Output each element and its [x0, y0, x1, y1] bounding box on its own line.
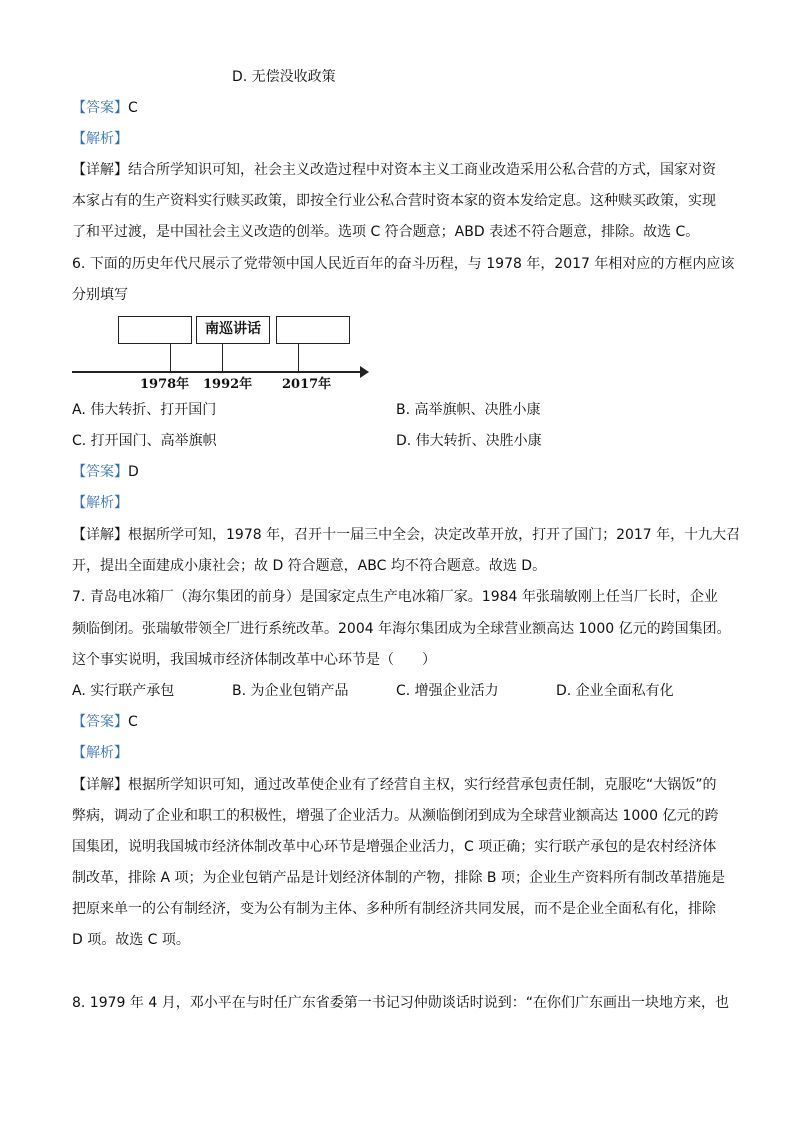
q6-detail-line: 开，提出全面建成小康社会；故 D 符合题意，ABC 均不符合题意。故选 D。	[72, 558, 547, 574]
q5-detail-line: 本家占有的生产资料实行赎买政策，即按全行业公私合营时资本家的资本发给定息。这种赎买政策，实现	[72, 193, 716, 209]
q7-answer: 【答案】C	[72, 714, 138, 730]
q7-detail-line: 制改革，排除 A 项；为企业包销产品是计划经济体制的产物，排除 B 项；企业生产资料所有制改革措施是	[72, 870, 725, 886]
q5-answer: 【答案】C	[72, 100, 138, 116]
timeline-label: 2017年	[282, 377, 332, 392]
q7-detail-line: 【详解】根据所学知识可知，通过改革使企业有了经营自主权，实行经营承包责任制，克服吃“大锅饭”的	[72, 777, 717, 793]
q7-detail-line: D 项。故选 C 项。	[72, 932, 190, 948]
timeline-box-1992: 南巡讲话	[196, 316, 270, 344]
q7-stem-line: 这个事实说明，我国城市经济体制改革中心环节是（ ）	[72, 652, 436, 668]
q7-stem-line: 7. 青岛电冰箱厂（海尔集团的前身）是国家定点生产电冰箱厂家。1984 年张瑞敏刚上任当厂长时，企业	[72, 589, 718, 605]
timeline-tick	[222, 344, 223, 372]
q7-option-c: C. 增强企业活力	[396, 683, 499, 699]
q5-detail-line: 了和平过渡，是中国社会主义改造的创举。选项 C 符合题意；ABD 表述不符合题意，排除。故选 C。	[72, 224, 700, 240]
timeline-box-2017	[276, 316, 350, 344]
timeline-label: 1978年	[140, 377, 190, 392]
q5-detail-line: 【详解】结合所学知识可知，社会主义改造过程中对资本主义工商业改造采用公私合营的方式，国家对资	[72, 162, 716, 178]
timeline-label: 1992年	[203, 377, 253, 392]
timeline-arrow-icon	[360, 366, 369, 378]
q8-stem-line: 8. 1979 年 4 月，邓小平在与时任广东省委第一书记习仲勋谈话时说到：“在你们广东画出一块地方来，也	[72, 995, 729, 1011]
q7-detail-line: 把原来单一的公有制经济，变为公有制为主体、多种所有制经济共同发展，而不是企业全面私有化，排除	[72, 901, 716, 917]
q7-stem-line: 频临倒闭。张瑞敏带领全厂进行系统改革。2004 年海尔集团成为全球营业额高达 1000 亿元的跨国集团。	[72, 621, 731, 637]
q6-stem-line: 分别填写	[72, 287, 128, 303]
q7-analysis-label: 【解析】	[72, 745, 128, 761]
timeline-box-1978	[118, 316, 192, 344]
q7-option-b: B. 为企业包销产品	[232, 683, 349, 699]
q7-detail-line: 国集团，说明我国城市经济体制改革中心环节是增强企业活力，C 项正确；实行联产承包的是农村经济体	[72, 839, 717, 855]
q6-option-d: D. 伟大转折、决胜小康	[396, 433, 542, 449]
q6-detail-line: 【详解】根据所学可知，1978 年，召开十一届三中全会，决定改革开放，打开了国门；2017 年，十九大召	[72, 527, 741, 543]
q6-stem-line: 6. 下面的历史年代尺展示了党带领中国人民近百年的奋斗历程，与 1978 年，2017 年相对应的方框内应该	[72, 256, 735, 272]
timeline-tick	[298, 344, 299, 372]
q6-option-b: B. 高举旗帜、决胜小康	[396, 402, 541, 418]
q6-option-c: C. 打开国门、高举旗帜	[72, 433, 217, 449]
q6-option-a: A. 伟大转折、打开国门	[72, 402, 217, 418]
timeline-tick	[170, 344, 171, 372]
q6-analysis-label: 【解析】	[72, 495, 128, 511]
q6-answer: 【答案】D	[72, 464, 139, 480]
q7-detail-line: 弊病，调动了企业和职工的积极性，增强了企业活力。从濒临倒闭到成为全球营业额高达 1000 亿元的跨	[72, 808, 719, 824]
q5-option-d: D. 无偿没收政策	[232, 69, 336, 85]
q7-option-d: D. 企业全面私有化	[556, 683, 674, 699]
q7-option-a: A. 实行联产承包	[72, 683, 175, 699]
q6-timeline-figure	[72, 312, 372, 392]
q5-analysis-label: 【解析】	[72, 131, 128, 147]
